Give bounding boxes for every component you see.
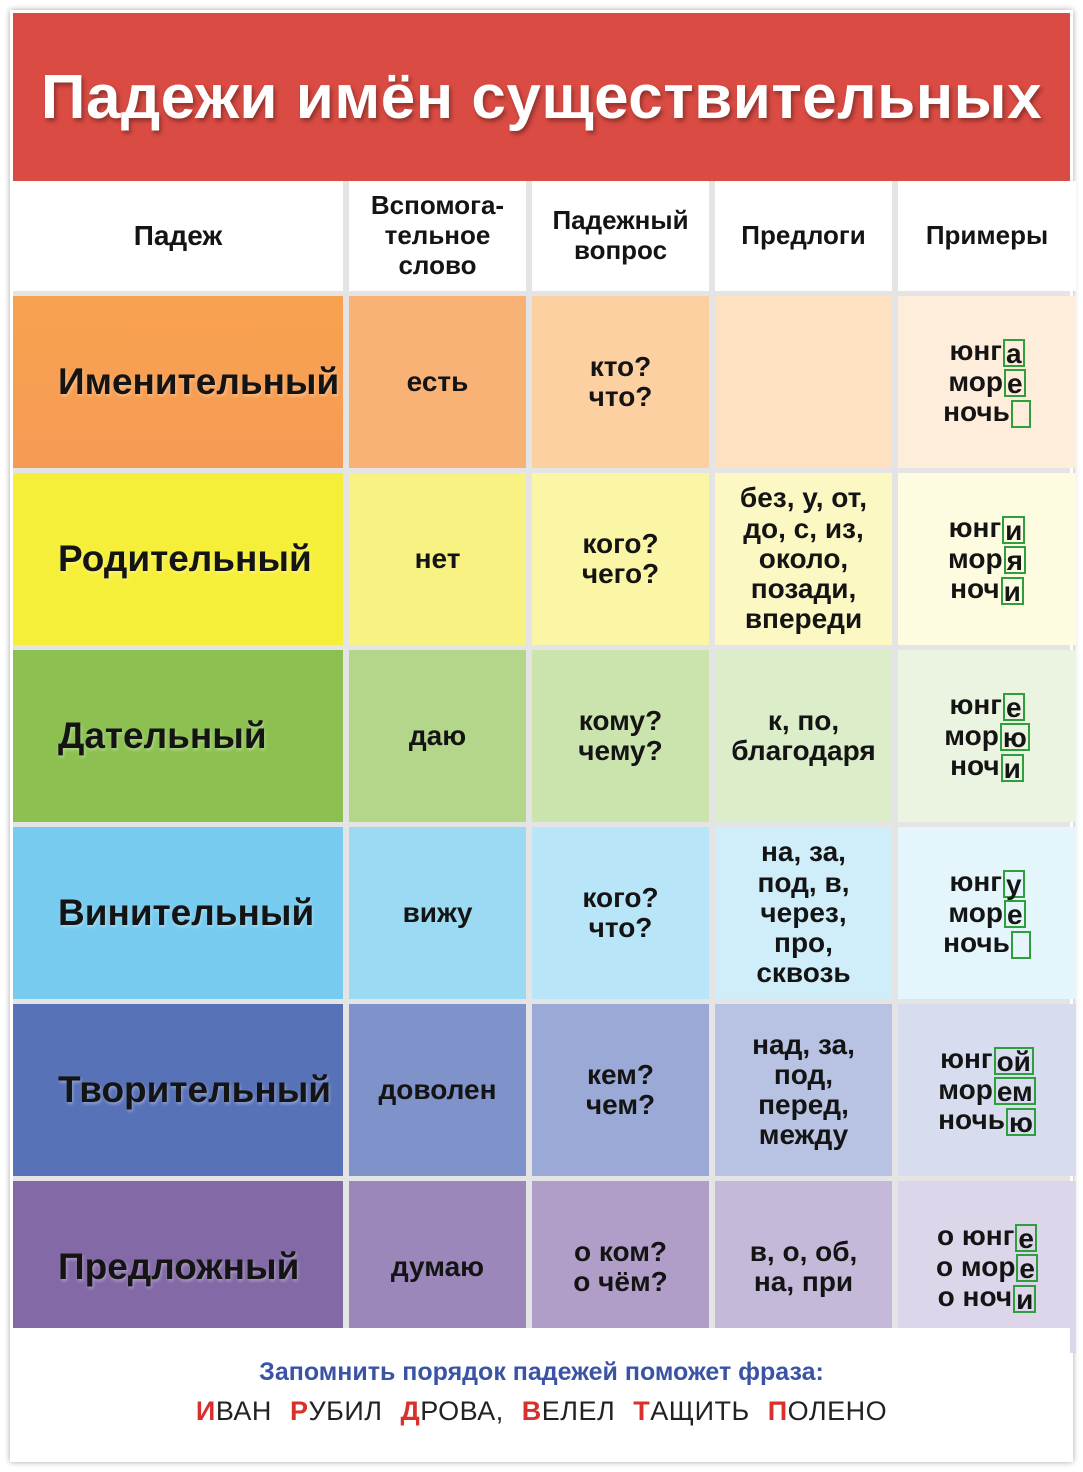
example-stem: ноч bbox=[950, 573, 1000, 605]
examples bbox=[898, 296, 1076, 468]
phrase-word bbox=[290, 1396, 383, 1426]
preposition-line: до, с, из, bbox=[743, 512, 864, 544]
case-name: Предложный bbox=[13, 1181, 343, 1353]
example-stem: о ноч bbox=[937, 1281, 1013, 1313]
example-stem: ночь bbox=[938, 1104, 1005, 1136]
case-question bbox=[532, 1004, 709, 1176]
example-stem: юнг bbox=[949, 335, 1002, 367]
ending-box: ой bbox=[994, 1047, 1034, 1075]
phrase-word bbox=[196, 1396, 272, 1426]
case-name: Родительный bbox=[13, 473, 343, 645]
example-stem: юнг bbox=[940, 1043, 993, 1075]
preposition-line: около, bbox=[758, 542, 849, 574]
case-name: Винительный bbox=[13, 827, 343, 999]
example-stem: мор bbox=[944, 719, 999, 751]
aux-word: доволен bbox=[349, 1004, 526, 1176]
aux-word: есть bbox=[349, 296, 526, 468]
page-title: Падежи имён существительных bbox=[40, 62, 1043, 132]
examples bbox=[898, 650, 1076, 822]
example-stem: юнг bbox=[949, 866, 1002, 898]
question-line: кому? bbox=[578, 704, 663, 736]
example-word bbox=[943, 397, 1031, 428]
example-word bbox=[936, 1252, 1038, 1283]
prepositions bbox=[715, 1004, 892, 1176]
example-stem: мор bbox=[948, 542, 1003, 574]
example-word bbox=[948, 898, 1025, 929]
ending-box: и bbox=[1001, 577, 1024, 605]
phrase-initial: Д bbox=[400, 1396, 421, 1426]
phrase-word bbox=[400, 1396, 503, 1426]
preposition-line: про, bbox=[774, 927, 833, 959]
phrase-initial: Т bbox=[633, 1396, 651, 1426]
question-line: чего? bbox=[581, 558, 660, 589]
preposition-line: впереди bbox=[744, 603, 863, 635]
example-word bbox=[943, 928, 1031, 959]
case-name: Именительный bbox=[13, 296, 343, 468]
question-line: чему? bbox=[578, 735, 663, 766]
example-word bbox=[948, 367, 1025, 398]
title-bar bbox=[13, 13, 1070, 181]
example-stem: ноч bbox=[950, 750, 1000, 782]
example-word bbox=[949, 513, 1026, 544]
prepositions bbox=[715, 650, 892, 822]
case-question bbox=[532, 296, 709, 468]
preposition-line: к, по, bbox=[767, 704, 840, 736]
question-line: кого? bbox=[582, 527, 659, 559]
question-line: что? bbox=[588, 381, 653, 412]
ending-box: и bbox=[1002, 516, 1025, 544]
prepositions bbox=[715, 296, 892, 468]
example-stem: ночь bbox=[943, 396, 1010, 428]
example-stem: юнг bbox=[949, 689, 1002, 721]
example-stem: мор bbox=[948, 365, 1003, 397]
example-word bbox=[949, 690, 1024, 721]
phrase-initial: П bbox=[767, 1396, 788, 1426]
phrase-rest: АЩИТЬ bbox=[650, 1396, 750, 1426]
header-prepositions: Предлоги bbox=[715, 181, 892, 291]
question-line: о чём? bbox=[573, 1266, 668, 1297]
aux-word: думаю bbox=[349, 1181, 526, 1353]
preposition-line: перед, bbox=[758, 1089, 849, 1120]
example-stem: о мор bbox=[935, 1250, 1016, 1282]
question-line: кем? bbox=[586, 1058, 655, 1090]
question-line: что? bbox=[588, 912, 653, 943]
phrase-word bbox=[768, 1396, 887, 1426]
question-line: кто? bbox=[589, 350, 652, 382]
ending-box: ю bbox=[1006, 1108, 1036, 1136]
preposition-line: под, в, bbox=[757, 866, 850, 898]
case-name: Дательный bbox=[13, 650, 343, 822]
preposition-line: в, о, об, bbox=[749, 1235, 858, 1267]
poster bbox=[10, 10, 1073, 1462]
preposition-line: на, за, bbox=[761, 836, 846, 868]
example-word bbox=[949, 867, 1024, 898]
ending-box bbox=[1011, 400, 1031, 428]
ending-box: и bbox=[1001, 754, 1024, 782]
example-word bbox=[950, 751, 1024, 782]
preposition-line: сквозь bbox=[756, 957, 851, 989]
question-line: кого? bbox=[582, 881, 659, 913]
header-aux-word bbox=[349, 181, 526, 291]
footer-hint: Запомнить порядок падежей поможет фраза: bbox=[259, 1358, 824, 1386]
preposition-line: благодаря bbox=[731, 735, 876, 766]
ending-box: и bbox=[1013, 1285, 1036, 1313]
preposition-line: позади, bbox=[750, 573, 857, 605]
preposition-line: под, bbox=[773, 1058, 834, 1090]
example-word bbox=[944, 721, 1029, 752]
aux-word: даю bbox=[349, 650, 526, 822]
example-stem: о юнг bbox=[937, 1220, 1015, 1252]
phrase-rest: УБИЛ bbox=[308, 1396, 383, 1426]
example-word bbox=[948, 544, 1026, 575]
case-name: Творительный bbox=[13, 1004, 343, 1176]
preposition-line: без, у, от, bbox=[739, 482, 868, 514]
example-word bbox=[937, 1221, 1037, 1252]
footer bbox=[13, 1328, 1070, 1459]
examples bbox=[898, 827, 1076, 999]
header-aux-word-line: Вспомога- bbox=[370, 190, 505, 221]
ending-box: е bbox=[1004, 900, 1026, 928]
mnemonic-phrase bbox=[13, 1396, 1070, 1427]
phrase-word bbox=[522, 1396, 615, 1426]
phrase-initial: И bbox=[195, 1396, 216, 1426]
phrase-rest: ВАН bbox=[215, 1396, 272, 1426]
ending-box: е bbox=[1016, 1254, 1038, 1282]
phrase-initial: В bbox=[521, 1396, 542, 1426]
header-question bbox=[532, 181, 709, 291]
ending-box: ем bbox=[994, 1077, 1036, 1105]
aux-word: вижу bbox=[349, 827, 526, 999]
examples bbox=[898, 473, 1076, 645]
preposition-line: через, bbox=[760, 896, 847, 928]
prepositions bbox=[715, 827, 892, 999]
example-stem: мор bbox=[948, 896, 1003, 928]
phrase-rest: ОЛЕНО bbox=[787, 1396, 888, 1426]
case-question bbox=[532, 473, 709, 645]
header-question-line: Падежный bbox=[552, 205, 689, 236]
header-aux-word-line: тельное bbox=[384, 220, 491, 251]
example-word bbox=[938, 1105, 1036, 1136]
phrase-word bbox=[633, 1396, 749, 1426]
ending-box: я bbox=[1004, 546, 1026, 574]
ending-box: е bbox=[1004, 369, 1026, 397]
preposition-line: над, за, bbox=[752, 1028, 855, 1060]
header-examples: Примеры bbox=[898, 181, 1076, 291]
example-word bbox=[940, 1044, 1034, 1075]
phrase-rest: ЕЛЕЛ bbox=[541, 1396, 616, 1426]
ending-box: а bbox=[1003, 339, 1025, 367]
preposition-line: на, при bbox=[753, 1266, 854, 1297]
examples bbox=[898, 1004, 1076, 1176]
example-word bbox=[938, 1075, 1035, 1106]
example-stem: мор bbox=[938, 1073, 993, 1105]
example-stem: ночь bbox=[943, 927, 1010, 959]
ending-box: е bbox=[1003, 693, 1025, 721]
header-aux-word-line: слово bbox=[398, 249, 477, 280]
case-question bbox=[532, 827, 709, 999]
aux-word: нет bbox=[349, 473, 526, 645]
ending-box bbox=[1011, 931, 1031, 959]
prepositions bbox=[715, 473, 892, 645]
question-line: чем? bbox=[585, 1089, 656, 1120]
ending-box: е bbox=[1015, 1224, 1037, 1252]
example-stem: юнг bbox=[948, 512, 1002, 544]
example-word bbox=[938, 1282, 1037, 1313]
preposition-line: между bbox=[758, 1119, 849, 1151]
ending-box: у bbox=[1003, 870, 1025, 898]
phrase-initial: Р bbox=[289, 1396, 309, 1426]
cases-table bbox=[13, 181, 1070, 1328]
example-word bbox=[950, 574, 1024, 605]
example-word bbox=[949, 336, 1024, 367]
header-case: Падеж bbox=[13, 181, 343, 291]
header-question-line: вопрос bbox=[573, 235, 668, 265]
case-question bbox=[532, 650, 709, 822]
question-line: о ком? bbox=[573, 1235, 668, 1267]
phrase-rest: РОВА, bbox=[420, 1396, 504, 1426]
ending-box: ю bbox=[1000, 723, 1030, 751]
